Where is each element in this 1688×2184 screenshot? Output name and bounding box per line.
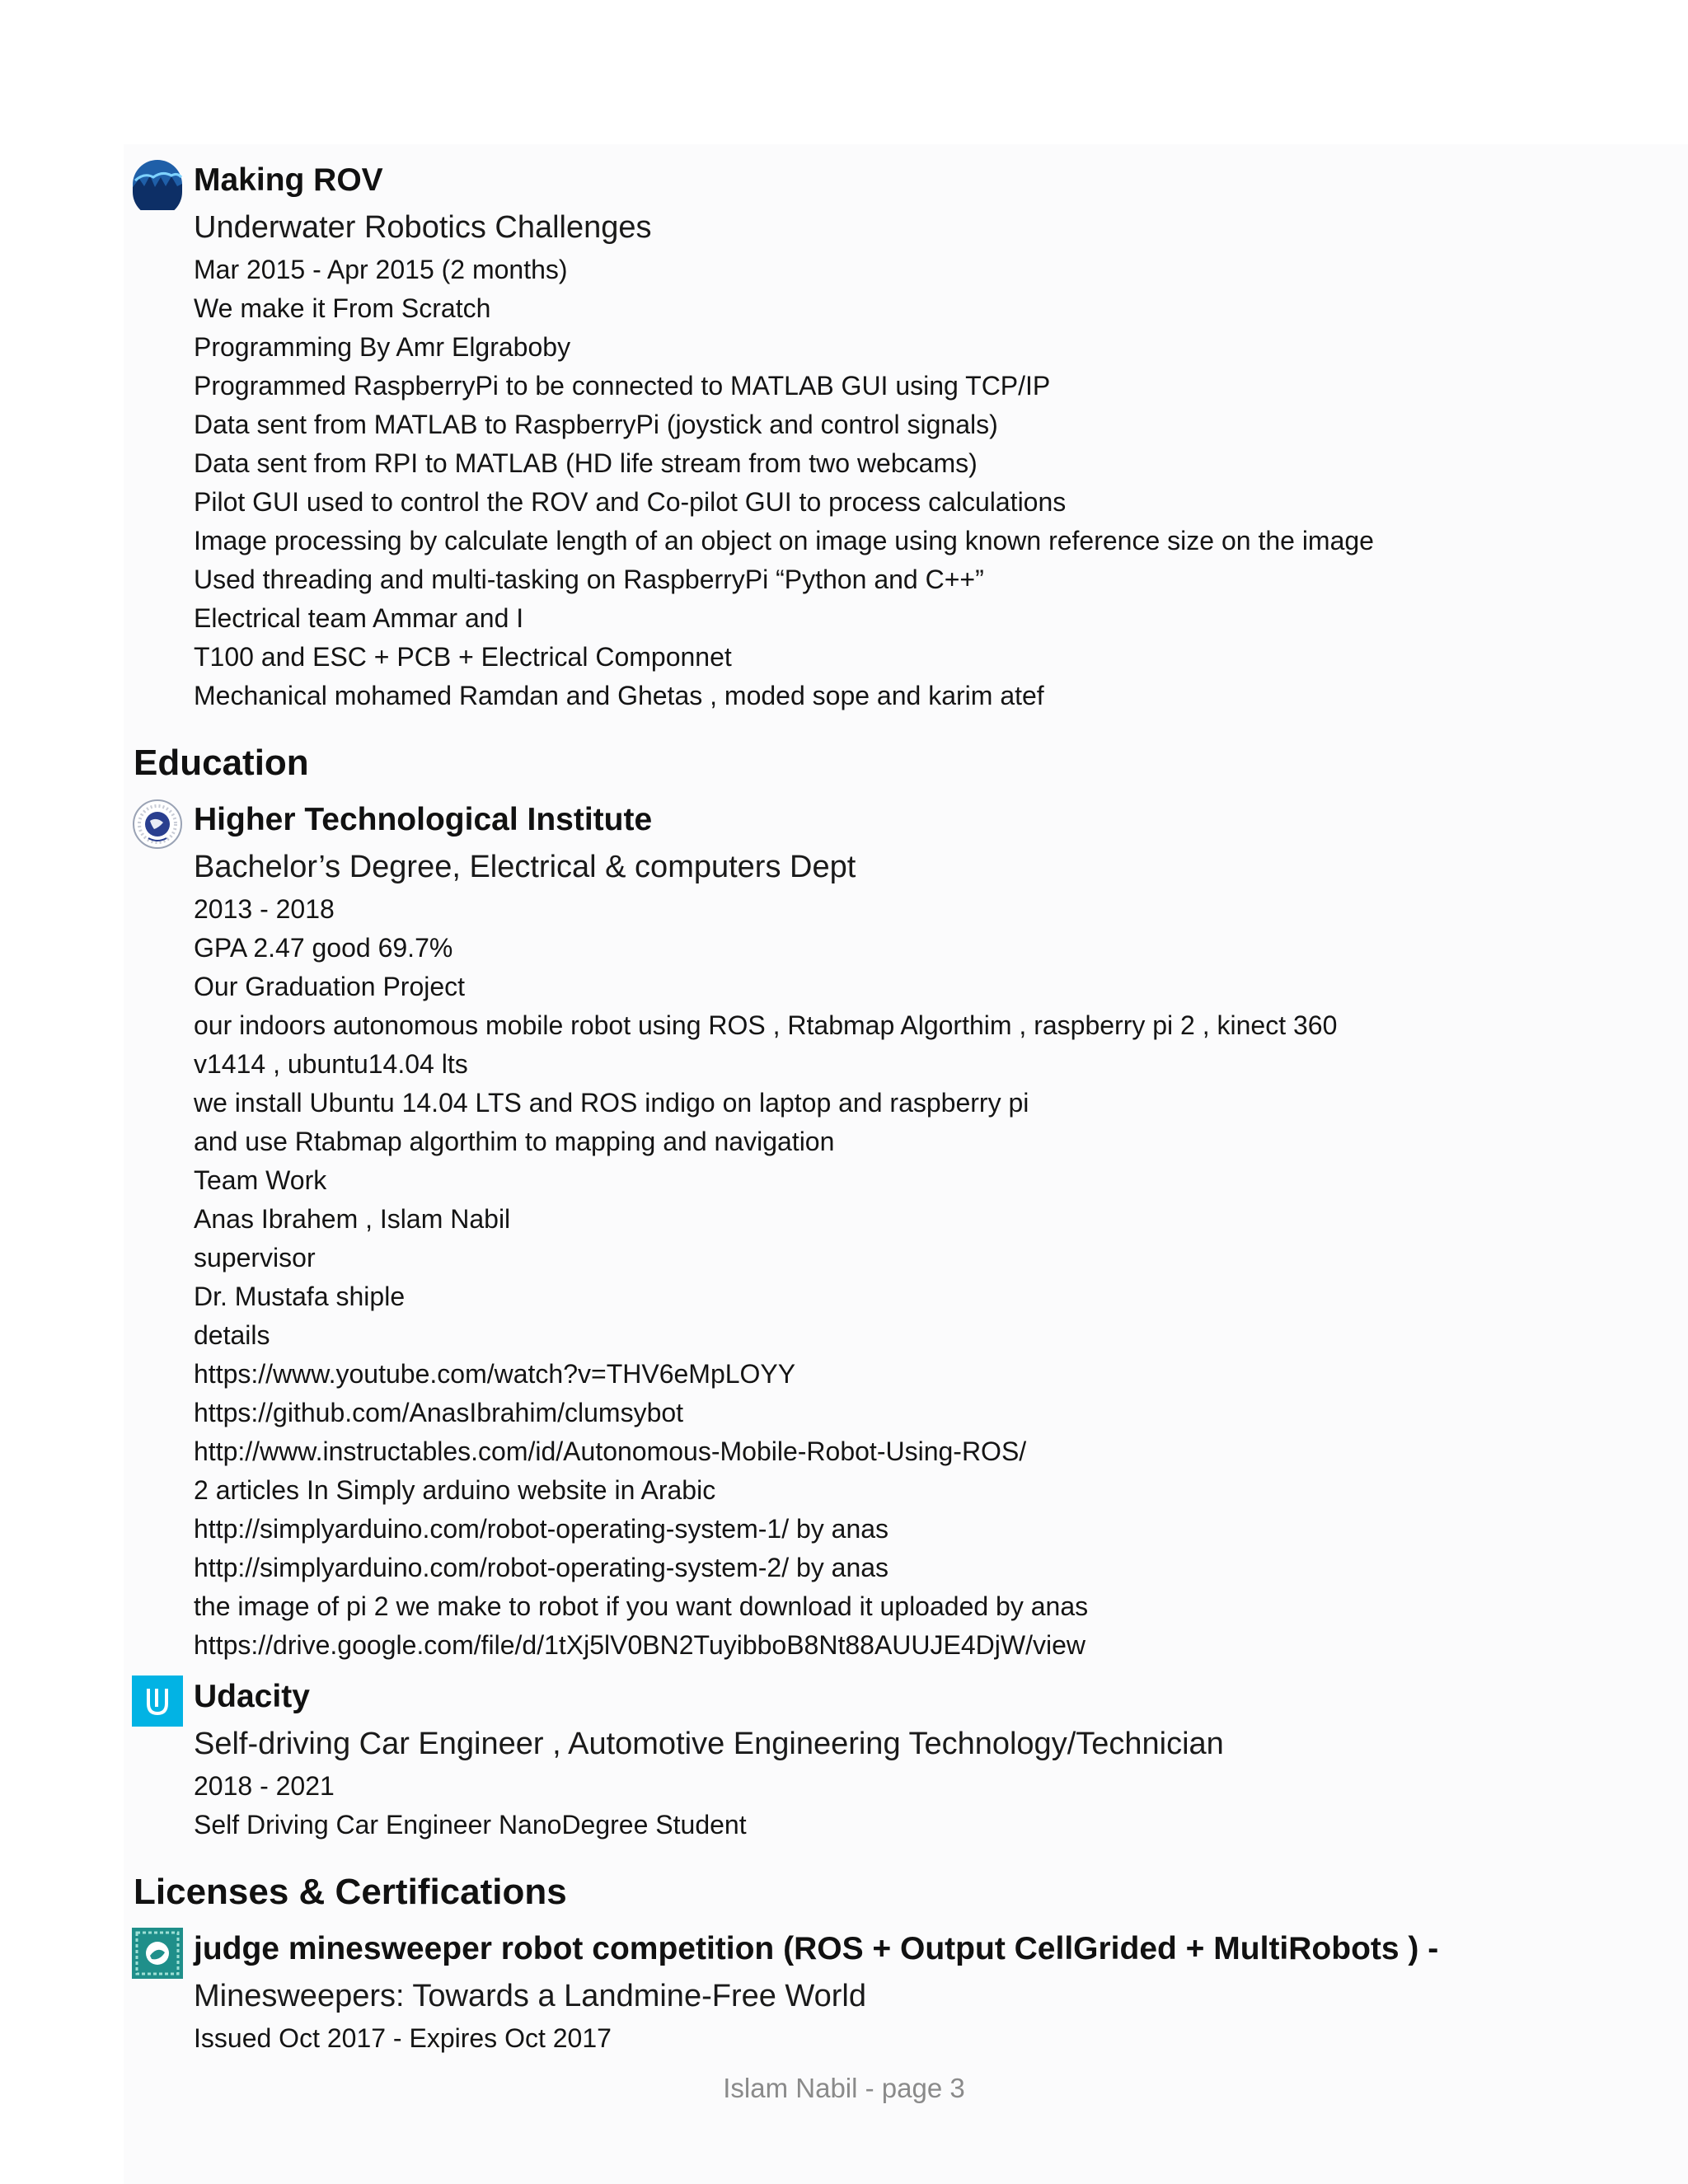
page-footer: Islam Nabil - page 3 (723, 2073, 965, 2103)
detail-line: 2013 - 2018 (194, 894, 335, 924)
detail-line: supervisor (194, 1243, 316, 1272)
detail-line: 2 articles In Simply arduino website in Arabic (194, 1475, 716, 1505)
entry-title: Higher Technological Institute (194, 802, 653, 837)
detail-line: Data sent from RPI to MATLAB (HD life stream from two webcams) (194, 448, 978, 478)
detail-line: Programmed RaspberryPi to be connected to MATLAB GUI using TCP/IP (194, 371, 1051, 401)
instructables-link[interactable]: http://www.instructables.com/id/Autonomous-Mobile-Robot-Using-ROS/ (194, 1436, 1027, 1466)
detail-line: Dr. Mustafa shiple (194, 1282, 406, 1311)
detail-line: We make it From Scratch (194, 293, 491, 323)
detail-line: Programming By Amr Elgraboby (194, 332, 571, 362)
wave-logo-icon (132, 159, 183, 210)
detail-line: Data sent from MATLAB to RaspberryPi (joystick and control signals) (194, 410, 998, 439)
drive-link[interactable]: https://drive.google.com/file/d/1tXj5lV0BN2TuyibboB8Nt88AUUJE4DjW/view (194, 1630, 1085, 1660)
detail-line: Electrical team Ammar and I (194, 603, 524, 633)
detail-line: our indoors autonomous mobile robot using ROS , Rtabmap Algorthim , raspberry pi 2 , kinect 360 v1414 , ubuntu14.04 lts (194, 1010, 1338, 1079)
entry-subtitle: Minesweepers: Towards a Landmine-Free World (194, 1979, 866, 2013)
youtube-link[interactable]: https://www.youtube.com/watch?v=THV6eMpLOYY (194, 1359, 796, 1389)
education-entry-institute (132, 796, 1582, 1665)
github-link[interactable]: https://github.com/AnasIbrahim/clumsybot (194, 1398, 684, 1427)
globe-seal-icon (132, 799, 183, 850)
entry-title: Udacity (194, 1679, 310, 1714)
resume-content (132, 157, 1582, 2058)
detail-line: Mar 2015 - Apr 2015 (2 months) (194, 255, 568, 284)
entry-subtitle: Self-driving Car Engineer , Automotive Engineering Technology/Technician (194, 1727, 1224, 1761)
detail-line: Team Work (194, 1165, 327, 1195)
detail-line: Image processing by calculate length of an object on image using known reference size on the image (194, 526, 1374, 555)
detail-line: Mechanical mohamed Ramdan and Ghetas , moded sope and karim atef (194, 681, 1044, 710)
detail-line: Anas Ibrahem , Islam Nabil (194, 1204, 511, 1234)
experience-entry (132, 157, 1582, 715)
entry-subtitle: Bachelor’s Degree, Electrical & computers Dept (194, 850, 856, 884)
section-heading-licenses: Licenses & Certifications (134, 1872, 567, 1912)
education-entry-udacity (132, 1673, 1582, 1844)
detail-line: Issued Oct 2017 - Expires Oct 2017 (194, 2023, 612, 2053)
minesweeper-logo-icon (132, 1928, 183, 1979)
entry-title: Making ROV (194, 162, 383, 198)
udacity-u-icon (132, 1675, 183, 1727)
entry-title: judge minesweeper robot competition (ROS + Output CellGrided + MultiRobots ) - (194, 1931, 1439, 1966)
detail-line: Self Driving Car Engineer NanoDegree Student (194, 1810, 747, 1840)
detail-line: Our Graduation Project (194, 972, 466, 1001)
detail-line: and use Rtabmap algorthim to mapping and navigation (194, 1127, 835, 1156)
license-entry (132, 1925, 1582, 2058)
section-heading-education: Education (134, 743, 309, 783)
detail-line: Used threading and multi-tasking on RaspberryPi “Python and C++” (194, 565, 984, 594)
detail-line: T100 and ESC + PCB + Electrical Componnet (194, 642, 732, 672)
entry-subtitle: Underwater Robotics Challenges (194, 210, 652, 245)
detail-line: Pilot GUI used to control the ROV and Co-pilot GUI to process calculations (194, 487, 1067, 517)
article-link[interactable]: http://simplyarduino.com/robot-operating-system-2/ by anas (194, 1553, 889, 1582)
article-link[interactable]: http://simplyarduino.com/robot-operating-system-1/ by anas (194, 1514, 889, 1544)
detail-line: the image of pi 2 we make to robot if you want download it uploaded by anas (194, 1591, 1089, 1621)
detail-line: GPA 2.47 good 69.7% (194, 933, 453, 963)
detail-line: details (194, 1320, 270, 1350)
detail-line: 2018 - 2021 (194, 1771, 335, 1801)
detail-line: we install Ubuntu 14.04 LTS and ROS indigo on laptop and raspberry pi (194, 1088, 1029, 1118)
